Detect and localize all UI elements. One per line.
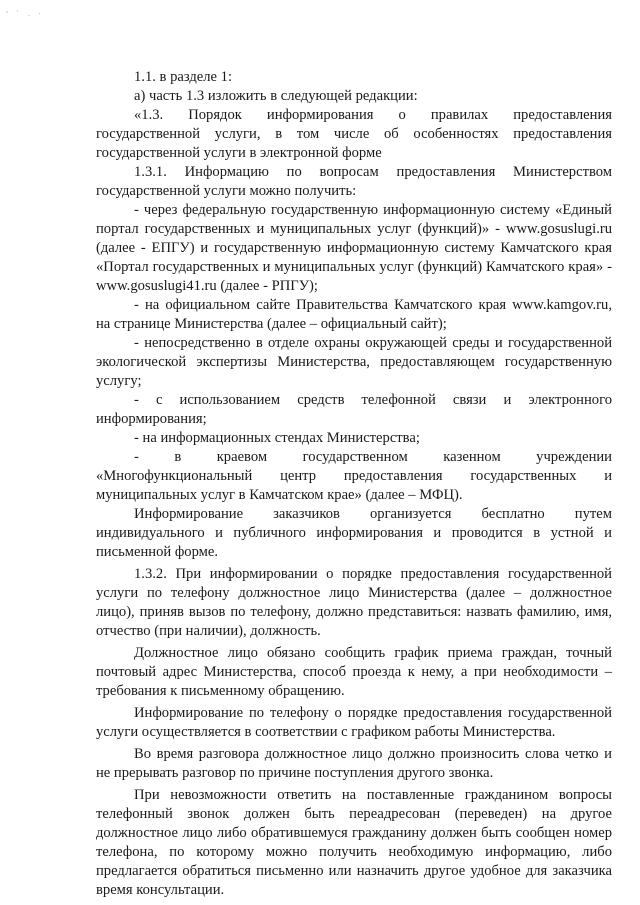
paragraph: 1.3.2. При информировании о порядке предоставления государственной услуги по телефону должностное лицо Министерства (далее – должностное лицо), приняв вызов по телефону, должно представиться: назвать фамилию, имя, отчество (при наличии), должность. [96,566,612,639]
paragraph: При невозможности ответить на поставленные гражданином вопросы телефонный звонок должен быть переадресован (переведен) на другое должностное лицо либо обратившемуся гражданину должен быть сообщен номер телефона, по которому можно получить необходимую информацию, либо предлагается обратиться письменно или назначить другое удобное для заказчика время консультации. [96,787,612,898]
paragraph: Во время разговора должностное лицо должно произносить слова четко и не прерывать разговор по причине поступления другого звонка. [96,746,612,781]
paragraph: Должностное лицо обязано сообщить график приема граждан, точный почтовый адрес Министерства, способ проезда к нему, а при необходимости – требования к письменному обращению. [96,645,612,699]
section-heading: 1.1. в разделе 1: [134,69,233,85]
paragraph: 1.3.1. Информацию по вопросам предоставления Министерством государственной услуги можно получить: [96,164,612,199]
scan-marks: ' ` . · [6,10,44,18]
list-item: - непосредственно в отделе охраны окружающей среды и государственной экологической экспертизы Министерства, предоставляющем государственную услугу; [96,335,612,389]
list-item: - на информационных стендах Министерства; [134,430,420,446]
document-body [96,68,612,900]
paragraph: Информирование заказчиков организуется бесплатно путем индивидуального и публичного информирования и проводится в устной и письменной форме. [96,506,612,560]
list-item: - на официальном сайте Правительства Камчатского края www.kamgov.ru, на странице Министерства (далее – официальный сайт); [96,297,612,332]
paragraph: Информирование по телефону о порядке предоставления государственной услуги осуществляется в соответствии с графиком работы Министерства. [96,705,612,740]
list-item: - в краевом государственном казенном учреждении «Многофункциональный центр предоставления государственных и муниципальных услуг в Камчатском крае» (далее – МФЦ). [96,449,612,503]
list-item: - через федеральную государственную информационную систему «Единый портал государственных и муниципальных услуг (функций)» - www.gosuslugi.ru (далее - ЕПГУ) и государственную информационную систему Камчатского края «Портал государственных и муниципальных услуг (функций) Камчатского края» - www.gosuslugi41.ru (далее - РПГУ); [96,202,612,294]
list-item: - с использованием средств телефонной связи и электронного информирования; [96,392,612,427]
section-title-paragraph: «1.3. Порядок информирования о правилах предоставления государственной услуги, в том числе об особенностях предоставления государственной услуги в электронной форме [96,107,612,161]
subsection-intro: а) часть 1.3 изложить в следующей редакции: [134,88,418,104]
